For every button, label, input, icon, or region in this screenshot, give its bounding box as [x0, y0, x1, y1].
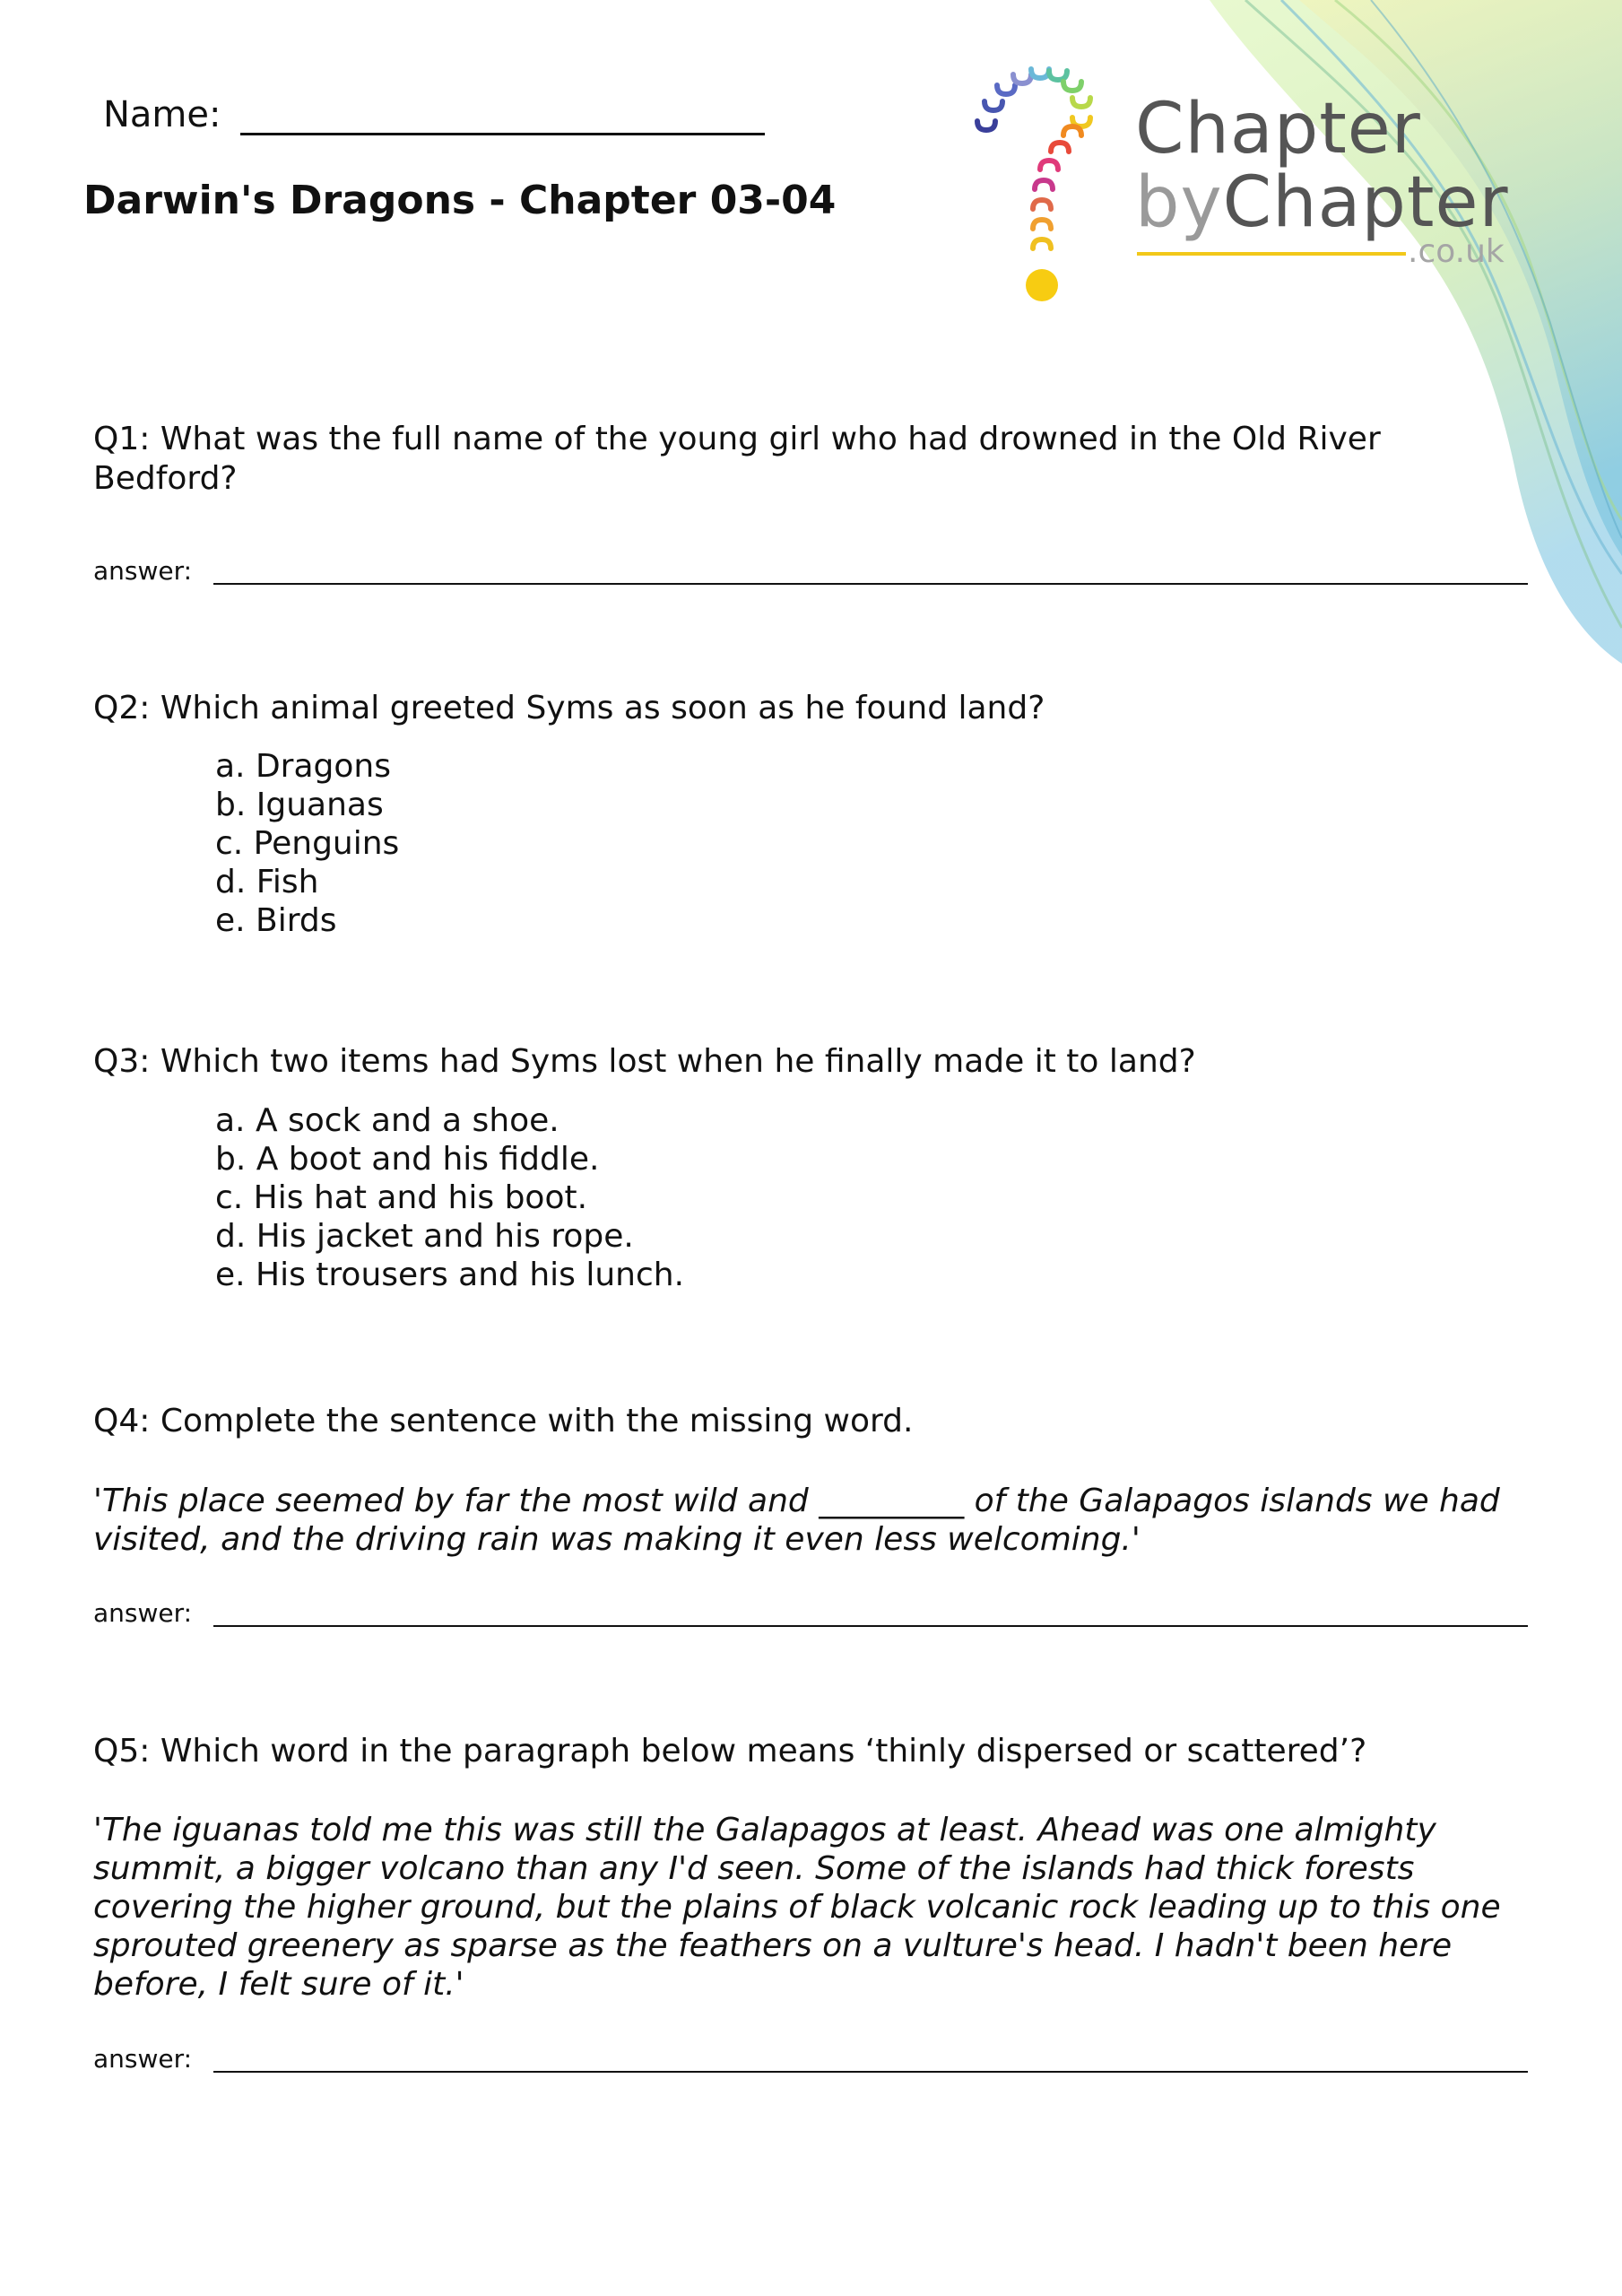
answer-label: answer:: [93, 2044, 193, 2074]
question-4-text: Q4: Complete the sentence with the missing word.: [93, 1403, 914, 1439]
logo-underline: [1137, 252, 1406, 256]
option[interactable]: b. A boot and his fiddle.: [215, 1141, 600, 1178]
question-1-text: Q1: What was the full name of the young girl who had drowned in the Old River Bedford?: [93, 421, 1381, 497]
question-5-quote: 'The iguanas told me this was still the Galapagos at least. Ahead was one almighty summit, a bigger volcano than any I'd seen. Some of the islands had thick forests covering the higher ground, but the plains of black volcanic rock leading up to this one sprouted greenery as sparse as the feathers on a vulture's head. I hadn't been here before, I felt sure of it.': [93, 1812, 1501, 2003]
option[interactable]: d. His jacket and his rope.: [215, 1218, 634, 1255]
name-field[interactable]: [240, 90, 765, 135]
question-4-quote: 'This place seemed by far the most wild and _________ of the Galapagos islands we had visited, and the driving rain was making it even less welcoming.': [93, 1483, 1500, 1558]
chapter-by-chapter-logo: [959, 49, 1542, 318]
name-label: Name:: [103, 94, 221, 135]
question-2-options: [215, 747, 399, 940]
question-5-answer: [93, 2044, 1528, 2073]
name-row: [103, 90, 765, 135]
logo-by: by: [1135, 162, 1223, 243]
option[interactable]: b. Iguanas: [215, 787, 384, 823]
logo-line-1: Chapter: [1135, 89, 1421, 170]
book-question-mark-icon: [959, 49, 1139, 318]
answer-label: answer:: [93, 1598, 193, 1628]
answer-field[interactable]: [213, 556, 1528, 585]
question-2-text: Q2: Which animal greeted Syms as soon as he found land?: [93, 690, 1045, 726]
logo-domain: .co.uk: [1408, 233, 1505, 270]
answer-label: answer:: [93, 556, 193, 586]
answer-field[interactable]: [213, 1598, 1528, 1627]
logo-chapter: Chapter: [1222, 162, 1509, 243]
option[interactable]: d. Fish: [215, 864, 319, 900]
option[interactable]: a. Dragons: [215, 748, 391, 785]
option[interactable]: a. A sock and a shoe.: [215, 1102, 559, 1139]
question-3-options: [215, 1101, 684, 1294]
option[interactable]: e. Birds: [215, 902, 337, 939]
option[interactable]: c. His hat and his boot.: [215, 1179, 588, 1216]
question-3-text: Q3: Which two items had Syms lost when he finally made it to land?: [93, 1043, 1196, 1080]
question-1-answer: [93, 556, 1528, 585]
option[interactable]: e. His trousers and his lunch.: [215, 1257, 685, 1293]
question-5-text: Q5: Which word in the paragraph below means ‘thinly dispersed or scattered’?: [93, 1733, 1367, 1770]
question-4-answer: [93, 1598, 1528, 1627]
logo-wordmark: [1135, 89, 1509, 243]
worksheet-title: Darwin's Dragons - Chapter 03-04: [83, 178, 837, 223]
answer-field[interactable]: [213, 2044, 1528, 2073]
option[interactable]: c. Penguins: [215, 825, 400, 862]
